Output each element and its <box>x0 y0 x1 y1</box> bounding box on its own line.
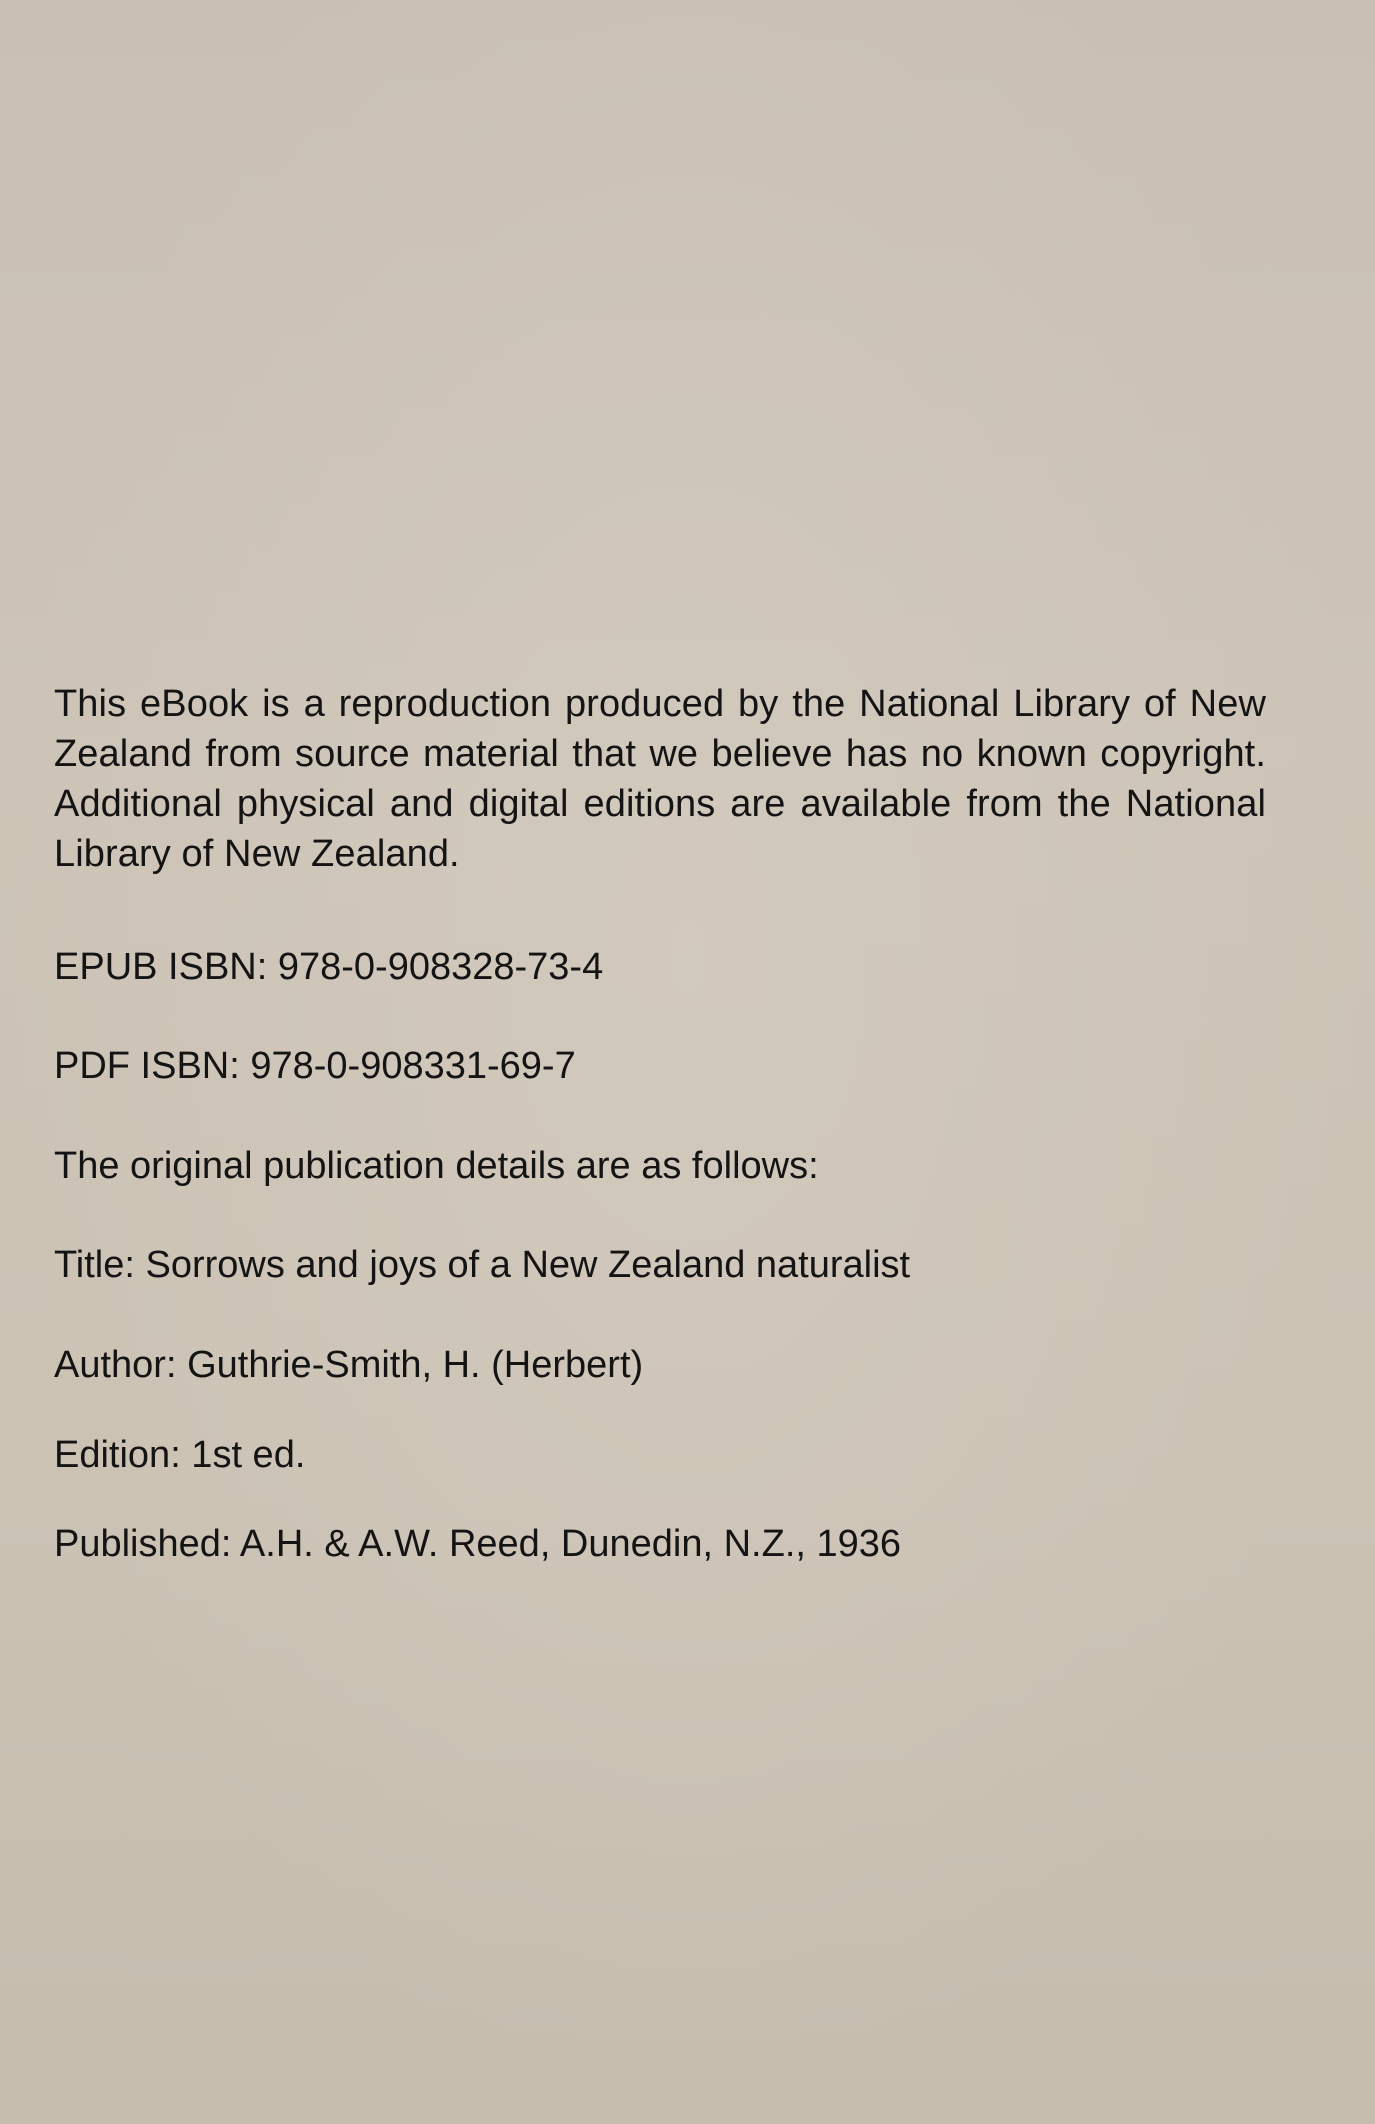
reproduction-notice: This eBook is a reproduction produced by the National Library of New Zealand from source material that we believe has no known copyright. Additional physical and digital editions are available from the National Library of New Zealand. <box>54 683 1266 875</box>
publication-edition: Edition: 1st ed. <box>54 1434 306 1476</box>
publication-author: Author: Guthrie-Smith, H. (Herbert) <box>54 1344 644 1386</box>
publication-title: Title: Sorrows and joys of a New Zealand naturalist <box>54 1244 911 1286</box>
pdf-isbn: PDF ISBN: 978-0-908331-69-7 <box>54 1045 576 1087</box>
epub-isbn: EPUB ISBN: 978-0-908328-73-4 <box>54 946 604 988</box>
publication-published: Published: A.H. & A.W. Reed, Dunedin, N.Z., 1936 <box>54 1523 902 1565</box>
original-details-heading: The original publication details are as follows: <box>54 1145 819 1187</box>
